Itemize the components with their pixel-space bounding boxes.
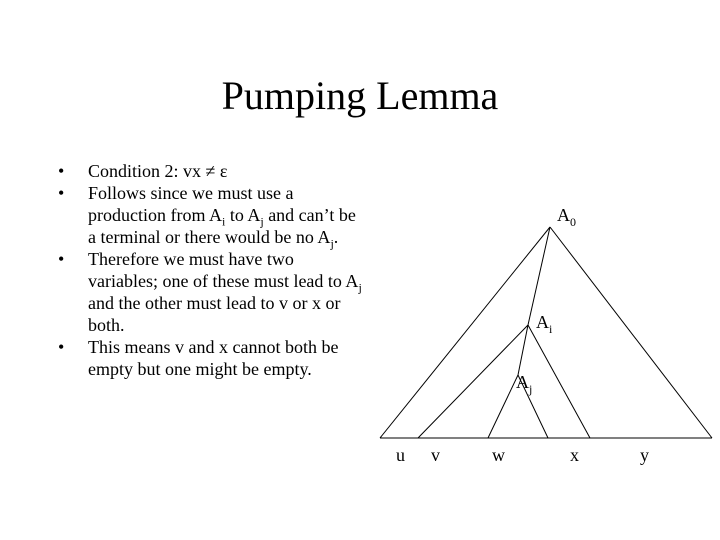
node-a0: $A_0$ <box>557 205 576 229</box>
edge-ai-right <box>528 325 590 438</box>
tree-outer-right-edge <box>550 227 712 438</box>
tree-outer-left-edge <box>380 227 550 438</box>
edge-aj-left <box>488 375 518 438</box>
slide-title: Pumping Lemma <box>221 73 499 118</box>
edge-a0-ai <box>528 227 550 325</box>
bullet-cannot-both-be-empty: • This means v and x cannot both be empty but one might be empty. <box>58 336 368 380</box>
edge-ai-left <box>418 325 528 438</box>
bullet-condition-2: • Condition 2: vx ≠ ε <box>58 160 368 182</box>
leaf-w: w <box>492 445 505 465</box>
bullet-two-variables: • Therefore we must have two variables; one of these must lead to $A_j$ and the other must lead to v or x or both. <box>58 248 368 336</box>
leaf-x: x <box>570 445 579 465</box>
node-ai: $A_i$ <box>536 312 553 336</box>
bullet-follows-since: • Follows since we must use a production from $A_i$ to $A_j$ and can’t be a terminal or there would be no $A_j$. <box>58 182 368 248</box>
node-aj: $A_j$ <box>516 372 533 396</box>
edge-ai-aj <box>518 325 528 375</box>
leaf-y: y <box>640 445 649 465</box>
leaf-u: u <box>396 445 405 465</box>
leaf-v: v <box>431 445 440 465</box>
